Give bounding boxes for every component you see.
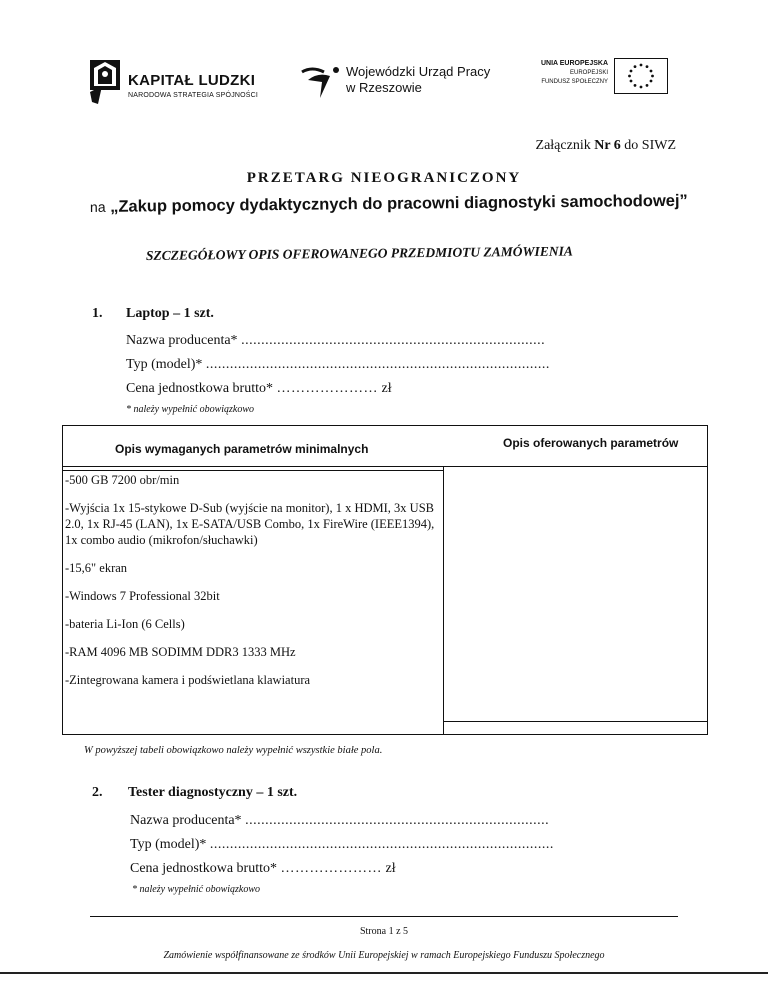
- tender-subject-text: „Zakup pomocy dydaktycznych do pracowni diagnostyki samochodowej”: [110, 191, 688, 216]
- item-2-title: Tester diagnostyczny – 1 szt.: [128, 785, 298, 800]
- fill-in-dots: ......................................................................................: [209, 837, 554, 852]
- eu-name-line1: UNIA EUROPEJSKA: [540, 60, 608, 67]
- tender-subject-prefix: na: [89, 198, 106, 215]
- wup-emblem-icon: [300, 60, 344, 100]
- item-1-title: Laptop – 1 szt.: [126, 306, 214, 321]
- field-label: Typ (model)*: [130, 837, 207, 852]
- eu-flag-icon: [614, 58, 668, 94]
- spec-table: [62, 425, 708, 735]
- fill-in-dots: …………………: [280, 861, 382, 876]
- item-1-mandatory-note: * należy wypełnić obowiązkowo: [126, 404, 255, 415]
- fill-in-dots: ............................................................................: [241, 333, 546, 348]
- param-item: -15,6" ekran: [65, 561, 128, 575]
- tender-subject: [90, 192, 688, 217]
- fill-in-dots: ............................................................................: [245, 813, 550, 828]
- param-item: -Wyjścia 1x 15-stykowe D-Sub (wyjście na monitor), 1 x HDMI, 3x USB 2.0, 1x RJ-45 (LAN), 1x E-SATA/USB Combo, 1x FireWire (IEEE1394), 1x combo audio (mikrofon/słuchawki): [65, 501, 435, 547]
- wup-name-line2: w Rzeszowie: [346, 80, 422, 95]
- table-header-offered: Opis oferowanych parametrów: [503, 436, 679, 450]
- annex-number: Nr 6: [594, 138, 621, 153]
- table-header-required: Opis wymaganych parametrów minimalnych: [115, 442, 369, 456]
- annex-prefix: Załącznik: [535, 138, 591, 153]
- item-2-price-field[interactable]: [130, 861, 396, 877]
- tender-title: PRZETARG NIEOGRANICZONY: [246, 170, 522, 186]
- field-label: Typ (model)*: [126, 357, 203, 372]
- table-header-rule: [63, 466, 707, 467]
- param-item: -Windows 7 Professional 32bit: [65, 589, 220, 603]
- annex-label: [536, 138, 676, 154]
- param-item: -500 GB 7200 obr/min: [65, 473, 180, 487]
- table-fill-note: W powyższej tabeli obowiązkowo należy wypełnić wszystkie białe pola.: [84, 745, 383, 756]
- eu-name-line3: FUNDUSZ SPOŁECZNY: [541, 79, 608, 85]
- wup-name-line1: Wojewódzki Urząd Pracy: [346, 64, 491, 79]
- field-label: Nazwa producenta*: [126, 333, 238, 348]
- offered-params-cell[interactable]: [445, 468, 705, 718]
- table-header-rule-inner: [63, 470, 443, 471]
- item-2-mandatory-note: * należy wypełnić obowiązkowo: [132, 884, 261, 895]
- field-label: Nazwa producenta*: [130, 813, 242, 828]
- item-2-model-field[interactable]: [130, 837, 554, 853]
- item-2-producer-field[interactable]: [130, 813, 549, 829]
- section-title: SZCZEGÓŁOWY OPIS OFEROWANEGO PRZEDMIOTU ZAMÓWIENIA: [145, 243, 573, 263]
- fill-in-dots: …………………: [276, 381, 378, 396]
- param-item: -bateria Li-Ion (6 Cells): [65, 617, 185, 631]
- kapital-ludzki-logo: [88, 58, 278, 110]
- annex-suffix: do SIWZ: [624, 138, 676, 153]
- item-1-producer-field[interactable]: [126, 333, 545, 349]
- page-number: Strona 1 z 5: [359, 926, 409, 937]
- eu-logo: [520, 56, 670, 100]
- item-1-price-field[interactable]: [126, 381, 392, 397]
- wup-logo: [300, 58, 510, 104]
- item-1-number: 1.: [92, 306, 103, 321]
- item-2-number: 2.: [92, 785, 103, 800]
- kapital-ludzki-emblem-icon: [88, 58, 122, 106]
- kapital-ludzki-name: KAPITAŁ LUDZKI: [128, 72, 256, 89]
- required-params-list: [65, 472, 437, 700]
- field-label: Cena jednostkowa brutto*: [130, 861, 277, 876]
- param-item: -RAM 4096 MB SODIMM DDR3 1333 MHz: [65, 645, 296, 659]
- currency-unit: zł: [385, 861, 396, 876]
- footer-rule: [90, 916, 678, 917]
- param-item: -Zintegrowana kamera i podświetlana klawiatura: [65, 673, 311, 687]
- field-label: Cena jednostkowa brutto*: [126, 381, 273, 396]
- eu-name-line2: EUROPEJSKI: [569, 70, 608, 76]
- table-column-divider: [443, 466, 444, 734]
- fill-in-dots: ......................................................................................: [205, 357, 550, 372]
- scan-edge-line: [0, 972, 768, 974]
- funding-note: Zamówienie współfinansowane ze środków Unii Europejskiej w ramach Europejskiego Funduszu Społecznego: [163, 950, 605, 961]
- currency-unit: zł: [381, 381, 392, 396]
- table-offer-bottom-rule: [443, 721, 707, 722]
- kapital-ludzki-subtitle: NARODOWA STRATEGIA SPÓJNOŚCI: [128, 92, 259, 99]
- item-1-model-field[interactable]: [126, 357, 550, 373]
